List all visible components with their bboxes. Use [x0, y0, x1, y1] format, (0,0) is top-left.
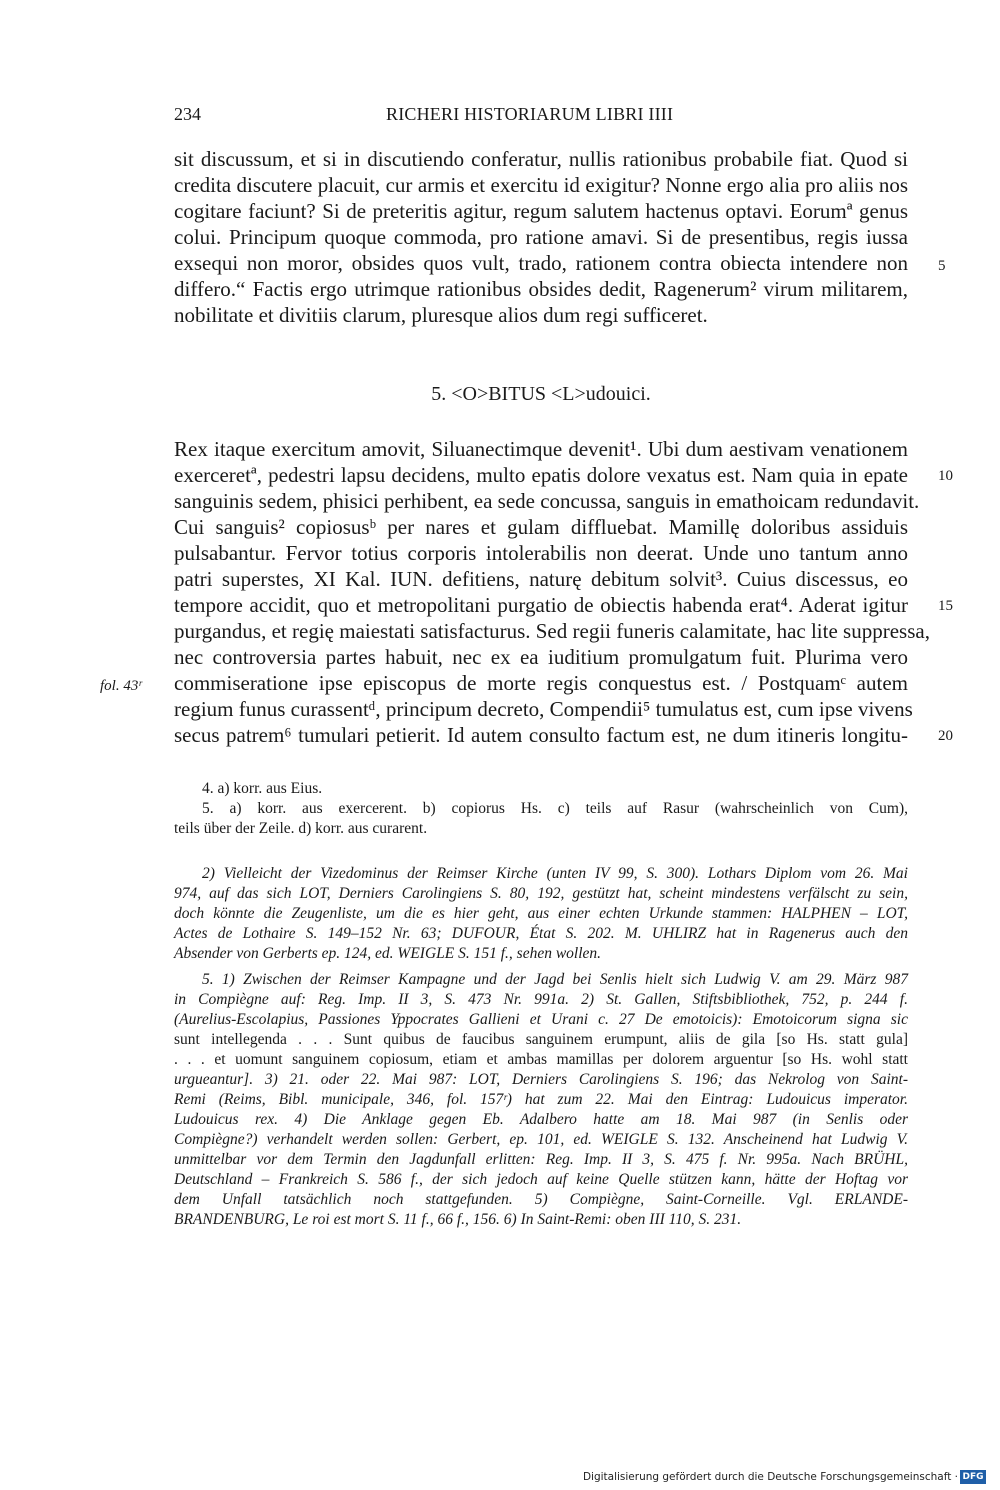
- commentary-line: 2) Vielleicht der Vizedominus der Reimser Kirche (unten IV 99, S. 300). Lothars Diplom vom 26. Mai: [202, 865, 908, 882]
- text-line: sit discussum, et si in discutiendo conferatur, nullis rationibus probabile fiat. Quod si: [174, 147, 908, 171]
- text-line: exsequi non moror, obsides quos vult, trado, rationem contra obiecta intendere non: [174, 251, 908, 275]
- commentary-line: sunt intellegenda . . . Sunt quibus de faucibus sanguinem erumpunt, aliis de gila [so Hs. statt gula]: [174, 1031, 908, 1048]
- dfg-logo: DFG: [960, 1470, 986, 1484]
- commentary-line: 5. 1) Zwischen der Reimser Kampagne und der Jagd bei Senlis hielt sich Ludwig V. am 29. März 987: [202, 971, 908, 988]
- text-line: tempore accidit, quo et metropolitani purgatio de obiectis habenda erat⁴. Aderat igitur: [174, 593, 908, 617]
- commentary-line: doch könnte die Zeugenliste, um die es hier geht, aus einer echten Urkunde stammen: HALPHEN – LOT,: [174, 905, 908, 922]
- text-line: sanguinis sedem, phisici perhibent, ea sede concussa, sanguis in emathoicam redundavit.: [174, 489, 920, 513]
- text-line: secus patrem⁶ tumulari petierit. Id autem consulto factum est, ne dum itineris longitu-: [174, 723, 908, 747]
- line-number: 15: [938, 598, 953, 614]
- text-line: colui. Principum quoque commoda, pro ratione amavi. Si de presentibus, regis iussa: [174, 225, 908, 249]
- section-heading: 5. <O>BITUS <L>udouici.: [431, 383, 651, 405]
- text-line: Cui sanguis² copiosusᵇ per nares et gulam diffluebat. Mamillę doloribus assiduis: [174, 515, 908, 539]
- text-line: pulsabantur. Fervor totius corporis intolerabilis non deerat. Unde uno tantum anno: [174, 541, 908, 565]
- commentary-line: unmittelbar vor dem Termin den Jagdunfall erlitten: Reg. Imp. II 3, S. 475 f. Nr. 995a. Nach BRÜHL,: [174, 1151, 908, 1168]
- commentary-line: (Aurelius-Escolapius, Passiones Yppocrates Gallieni et Urani c. 27 De emotoicis): Emotoicorum signa sic: [174, 1011, 908, 1028]
- digitization-credit: Digitalisierung gefördert durch die Deutsche Forschungsgemeinschaft ·: [582, 1471, 958, 1483]
- line-number: 20: [938, 728, 953, 744]
- commentary-line: BRANDENBURG, Le roi est mort S. 11 f., 66 f., 156. 6) In Saint-Remi: oben III 110, S. 231.: [174, 1211, 742, 1228]
- commentary-line: Remi (Reims, Bibl. municipale, 346, fol. 157ʳ) hat zum 22. Mai den Eintrag: Ludouicus imperator.: [174, 1091, 908, 1108]
- commentary-line: in Compiègne auf: Reg. Imp. II 3, S. 473 Nr. 991a. 2) St. Gallen, Stiftsbibliothek, 752, p. 244 f.: [174, 991, 908, 1008]
- commentary-line: Ludouicus rex. 4) Die Anklage gegen Eb. Adalbero hatte am 18. Mai 987 (in Senlis oder: [174, 1111, 908, 1128]
- commentary-line: 974, auf das sich LOT, Derniers Carolingiens S. 80, 192, gestützt hat, scheint mindestens verfälscht zu sein,: [174, 885, 908, 902]
- line-number: 10: [938, 468, 953, 484]
- commentary-line: dem Unfall tatsächlich noch stattgefunden. 5) Compiègne, Saint-Corneille. Vgl. ERLANDE-: [174, 1191, 908, 1208]
- apparatus-line: 4. a) korr. aus Eius.: [202, 780, 323, 797]
- text-line: exerceretª, pedestri lapsu decidens, multo epatis dolore vexatus est. Nam quia in epate: [174, 463, 908, 487]
- commentary-line: . . . et uomunt sanguinem copiosum, etiam et ambas mamillas per dolorem arguentur [so Hs. wohl statt: [174, 1051, 908, 1068]
- commentary-line: Compiègne?) verhandelt werden sollen: Gerbert, ep. 101, ed. WEIGLE S. 132. Anscheinend hat Ludwig V.: [174, 1131, 908, 1148]
- text-line: cogitare faciunt? Si de preteritis agitur, regum salutem hactenus optavi. Eorumª genus: [174, 199, 908, 223]
- text-line: Rex itaque exercitum amovit, Siluanectimque devenit¹. Ubi dum aestivam venationem: [174, 437, 908, 461]
- text-line: nobilitate et divitiis clarum, pluresque alios dum regi sufficeret.: [174, 303, 708, 327]
- text-line: credita discutere placuit, cur armis et exercitu id exigitur? Nonne ergo alia pro aliis nos: [174, 173, 908, 197]
- page-number: 234: [174, 104, 201, 124]
- commentary-line: Deutschland – Frankreich S. 586 f., der sich jedoch auf keine Quelle stützen kann, hätte der Hoftag vor: [174, 1171, 908, 1188]
- text-line: regium funus curassentᵈ, principum decreto, Compendii⁵ tumulatus est, cum ipse vivens: [174, 697, 913, 721]
- running-title: RICHERI HISTORIARUM LIBRI IIII: [386, 104, 674, 124]
- text-line: commiseratione ipse episcopus de morte regis conquestus est. / Postquamᶜ autem: [174, 671, 908, 695]
- folio-margin-note: fol. 43ʳ: [100, 678, 142, 694]
- text-line: nec controversia partes habuit, nec ex ea iuditium promulgatum fuit. Plurima vero: [174, 645, 908, 669]
- text-line: patri superstes, XI Kal. IUN. defitiens, naturę debitum solvit³. Cuius discessus, eo: [174, 567, 908, 591]
- commentary-line: Absender von Gerberts ep. 124, ed. WEIGLE S. 151 f., sehen wollen.: [174, 945, 602, 962]
- text-line: purgandus, et regię maiestati satisfacturus. Sed regii funeris calamitate, hac lite suppressa,: [174, 619, 930, 643]
- line-number: 5: [938, 258, 946, 274]
- commentary-line: Actes de Lothaire S. 149–152 Nr. 63; DUFOUR, État S. 202. M. UHLIRZ hat in Ragenerus auch den: [174, 925, 908, 942]
- commentary-line: urgueantur]. 3) 21. oder 22. Mai 987: LOT, Derniers Carolingiens S. 196; das Nekrolog von Saint-: [174, 1071, 908, 1088]
- apparatus-line: 5. a) korr. aus exercerent. b) copiorus Hs. c) teils auf Rasur (wahrscheinlich von Cum),: [202, 800, 908, 817]
- text-line: differo.“ Factis ergo utrimque rationibus obsides dedit, Ragenerum² virum militarem,: [174, 277, 908, 301]
- apparatus-line: teils über der Zeile. d) korr. aus curarent.: [174, 820, 428, 837]
